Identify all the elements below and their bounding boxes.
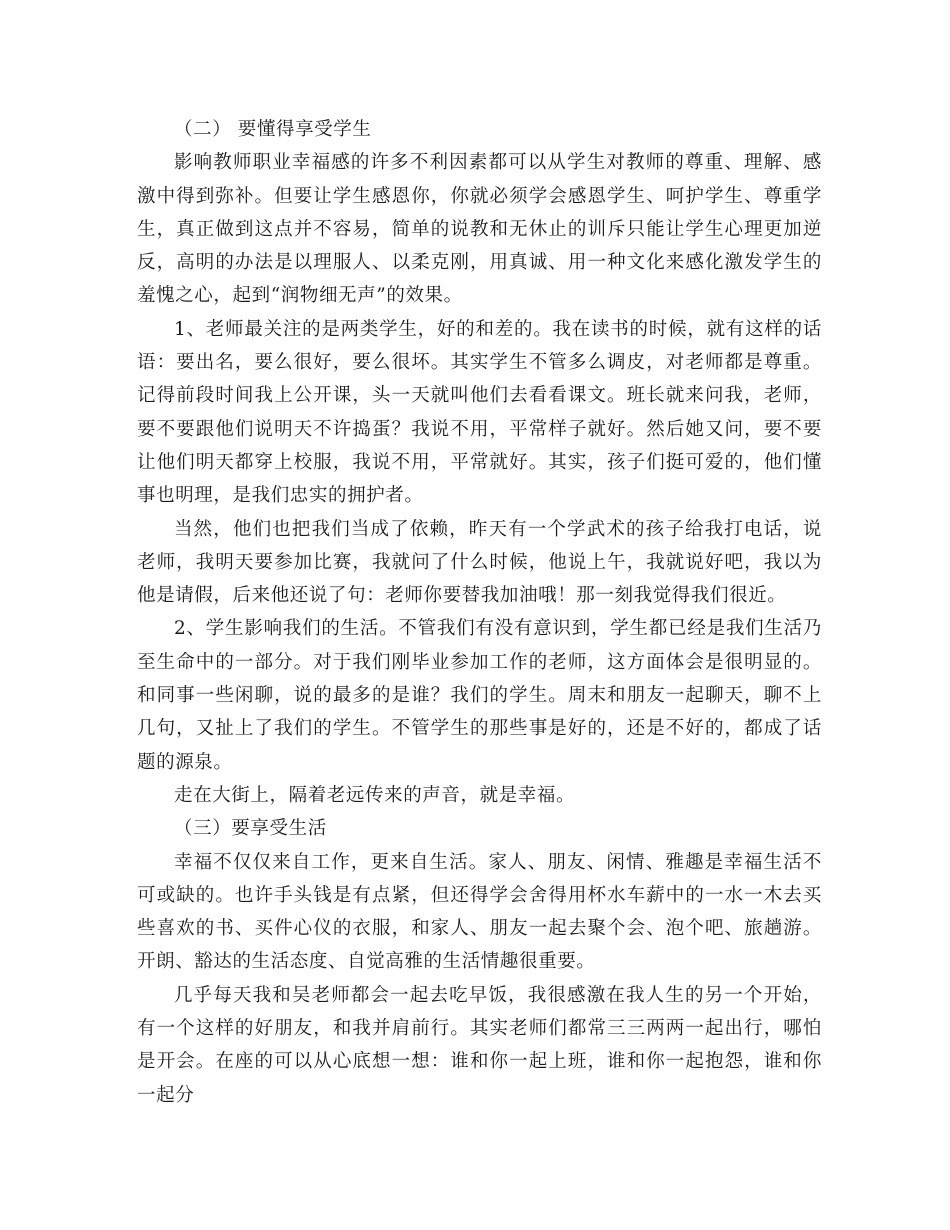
section-heading-2: （二） 要懂得享受学生 (174, 119, 372, 140)
paragraph: 1、老师最关注的是两类学生，好的和差的。我在读书的时候，就有这样的话语：要出名，要么很好，要么很坏。其实学生不管多么调皮，对老师都是尊重。记得前段时间我上公开课，头一天就叫他们去看看课文。班长就来问我，老师，要不要跟他们说明天不许捣蛋？我说不用，平常样子就好。然后她又问，要不要让他们明天都穿上校服，我说不用，平常就好。其实，孩子们挺可爱的，他们懂事也明理，是我们忠实的拥护者。 (137, 318, 822, 507)
paragraph: 2、学生影响我们的生活。不管我们有没有意识到，学生都已经是我们生活乃至生命中的一部分。对于我们刚毕业参加工作的老师，这方面体会是很明显的。和同事一些闲聊，说的最多的是谁？我们的学生。周末和朋友一起聊天，聊不上几句，又扯上了我们的学生。不管学生的那些事是好的，还是不好的，都成了话题的源泉。 (137, 618, 822, 773)
paragraph: 影响教师职业幸福感的许多不利因素都可以从学生对教师的尊重、理解、感激中得到弥补。但要让学生感恩你，你就必须学会感恩学生、呵护学生、尊重学生，真正做到这点并不容易，简单的说教和无休止的训斥只能让学生心理更加逆反，高明的办法是以理服人、以柔克刚，用真诚、用一种文化来感化激发学生的羞愧之心，起到“润物细无声”的效果。 (137, 152, 822, 307)
paragraph: 幸福不仅仅来自工作，更来自生活。家人、朋友、闲情、雅趣是幸福生活不可或缺的。也许手头钱是有点紧，但还得学会舍得用杯水车薪中的一水一木去买些喜欢的书、买件心仪的衣服，和家人、朋友一起去聚个会、泡个吧、旅趟游。开朗、豁达的生活态度、自觉高雅的生活情趣很重要。 (137, 851, 822, 973)
paragraph: 当然，他们也把我们当成了依赖，昨天有一个学武术的孩子给我打电话，说老师，我明天要参加比赛，我就问了什么时候，他说上午，我就说好吧，我以为他是请假，后来他还说了句：老师你要替我加油哦！那一刻我觉得我们很近。 (137, 518, 822, 607)
paragraph: 几乎每天我和吴老师都会一起去吃早饭，我很感激在我人生的另一个开始，有一个这样的好朋友，和我并肩前行。其实老师们都常三三两两一起出行，哪怕是开会。在座的可以从心底想一想：谁和你一起上班，谁和你一起抱怨，谁和你一起分 (137, 984, 822, 1106)
paragraph: 走在大街上，隔着老远传来的声音，就是幸福。 (174, 784, 576, 806)
document-body (137, 113, 822, 1112)
section-heading-3: （三）要享受生活 (174, 818, 327, 840)
